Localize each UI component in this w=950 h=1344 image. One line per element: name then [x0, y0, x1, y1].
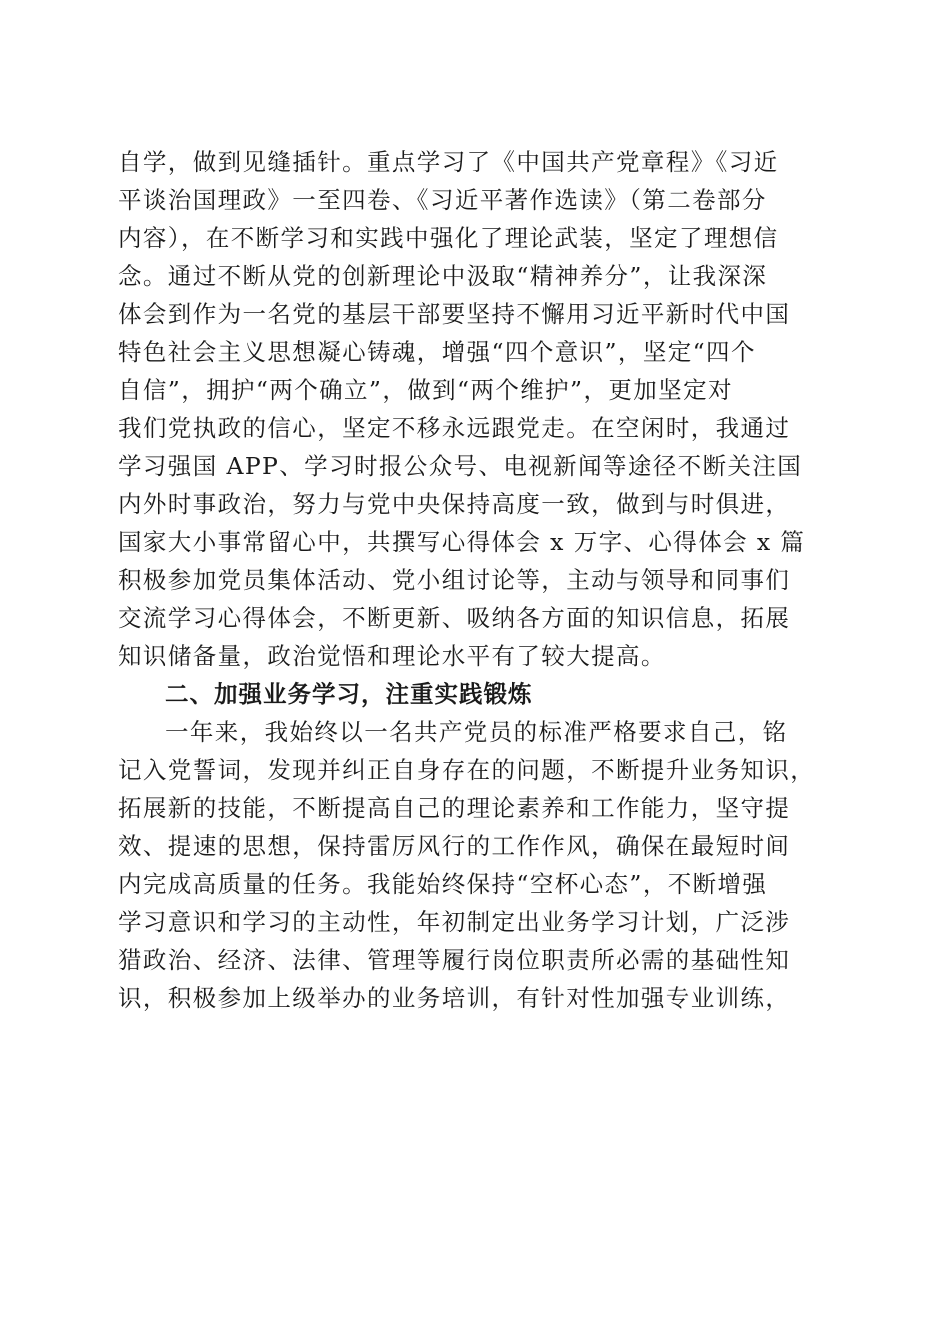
text-line: 自学，做到见缝插针。重点学习了《中国共产党章程》《习近 [118, 148, 779, 176]
text-line: 内完成高质量的任务。我能始终保持“空杯心态”，不断增强 [118, 870, 768, 898]
text-line: 特色社会主义思想凝心铸魂，增强“四个意识”，坚定“四个 [118, 338, 756, 366]
text-line: 平谈治国理政》一至四卷、《习近平著作选读》（第二卷部分 [118, 186, 767, 214]
text-line: 拓展新的技能，不断提高自己的理论素养和工作能力，坚守提 [118, 794, 791, 822]
text-line: 效、提速的思想，保持雷厉风行的工作作风，确保在最短时间 [118, 832, 791, 860]
text-line: 自信”，拥护“两个确立”，做到“两个维护”，更加坚定对 [118, 376, 733, 404]
text-line: 学习强国 APP、学习时报公众号、电视新闻等途径不断关注国 [118, 452, 803, 480]
text-line: 学习意识和学习的主动性，年初制定出业务学习计划，广泛涉 [118, 908, 791, 936]
text-line: 交流学习心得体会，不断更新、吸纳各方面的知识信息，拓展 [118, 604, 791, 632]
text-line: 内外时事政治，努力与党中央保持高度一致，做到与时俱进， [118, 490, 791, 518]
text-line: 内容），在不断学习和实践中强化了理论武装，坚定了理想信 [118, 224, 779, 252]
text-line: 识，积极参加上级举办的业务培训，有针对性加强专业训练， [118, 984, 791, 1012]
section-heading: 二、加强业务学习，注重实践锻炼 [165, 680, 533, 708]
text-line: 记入党誓词，发现并纠正自身存在的问题，不断提升业务知识， [118, 756, 816, 784]
text-line: 体会到作为一名党的基层干部要坚持不懈用习近平新时代中国 [118, 300, 791, 328]
text-line: 一年来，我始终以一名共产党员的标准严格要求自己，铭 [165, 718, 788, 746]
text-line: 念。通过不断从党的创新理论中汲取“精神养分”，让我深深 [118, 262, 768, 290]
text-line: 知识储备量，政治觉悟和理论水平有了较大提高。 [118, 642, 666, 670]
text-line: 我们党执政的信心，坚定不移永远跟党走。在空闲时，我通过 [118, 414, 791, 442]
text-line: 猎政治、经济、法律、管理等履行岗位职责所必需的基础性知 [118, 946, 791, 974]
text-line: 积极参加党员集体活动、党小组讨论等，主动与领导和同事们 [118, 566, 791, 594]
text-line: 国家大小事常留心中，共撰写心得体会 x 万字、心得体会 x 篇 [118, 528, 806, 556]
